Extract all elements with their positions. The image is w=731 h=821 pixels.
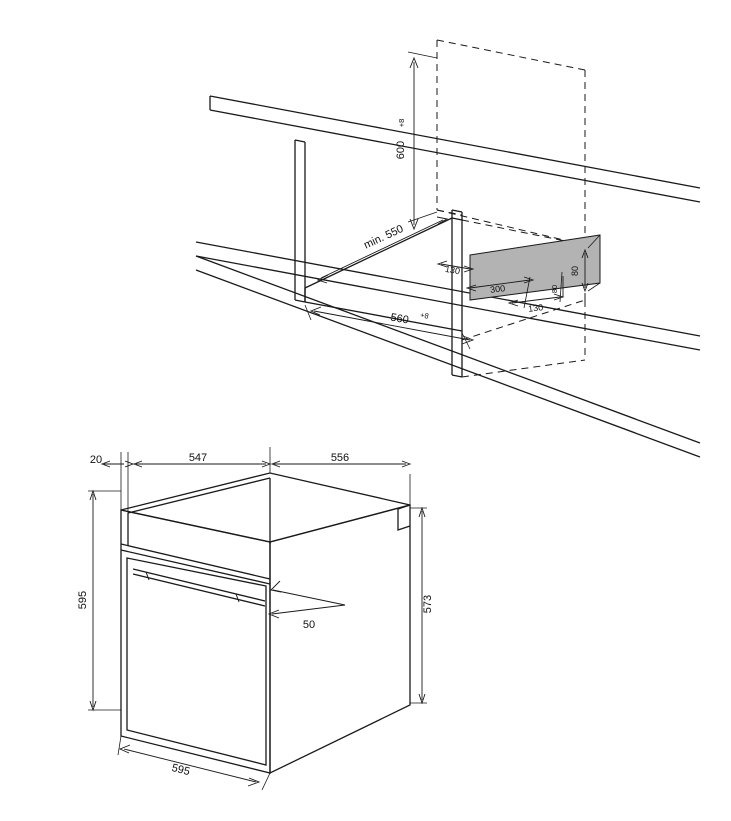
carcase-long-lines <box>196 256 700 457</box>
lower-band <box>196 242 700 350</box>
dimension-vent-offset-left-label: 130 <box>444 263 461 277</box>
cabinet-left-panel <box>295 140 305 302</box>
dimension-niche-width-label: 560 <box>389 311 410 327</box>
dimension-vent-width-label: 300 <box>489 283 506 295</box>
door-handle <box>133 569 265 606</box>
dimension-vent-height-label: 80 <box>570 265 580 277</box>
dimension-front-width <box>118 736 270 790</box>
dimension-body-height <box>410 508 434 703</box>
oven-top-face <box>121 473 410 542</box>
dimension-top-depth <box>272 452 410 467</box>
dimension-body-depth <box>134 452 270 467</box>
dimension-front-height-label: 595 <box>77 590 89 610</box>
dimension-front-frame-overhang <box>90 454 133 467</box>
dimension-vent-height-repeat-label: 80 <box>550 284 559 294</box>
dimension-handle-projection <box>269 581 345 631</box>
dimension-niche-height-label: 600 <box>395 140 407 160</box>
dimension-body-depth-label: 547 <box>188 452 208 464</box>
oven-right-side <box>270 505 410 773</box>
dimension-vent-offset-right-label: 130 <box>527 302 544 314</box>
worktop-band <box>210 96 700 202</box>
cabinet-niche-view <box>196 40 700 457</box>
oven-extension-lines <box>121 447 410 513</box>
dimension-vent-offset-left <box>438 261 473 276</box>
oven-view <box>77 447 434 790</box>
dimension-front-frame-overhang-label: 20 <box>89 454 103 466</box>
dimension-niche-height <box>395 52 437 229</box>
dimension-handle-projection-label: 50 <box>302 619 316 631</box>
dimension-niche-depth-label: min. 550 <box>362 222 406 252</box>
dimension-front-width-label: 595 <box>170 762 192 779</box>
dimension-top-depth-label: 556 <box>330 452 350 464</box>
dimension-front-height <box>77 491 121 710</box>
dimension-niche-height-tolerance: +8 <box>397 118 406 128</box>
dimension-body-height-label: 573 <box>422 594 434 614</box>
dimension-niche-width-tolerance: +8 <box>419 310 430 321</box>
control-panel <box>121 478 270 584</box>
